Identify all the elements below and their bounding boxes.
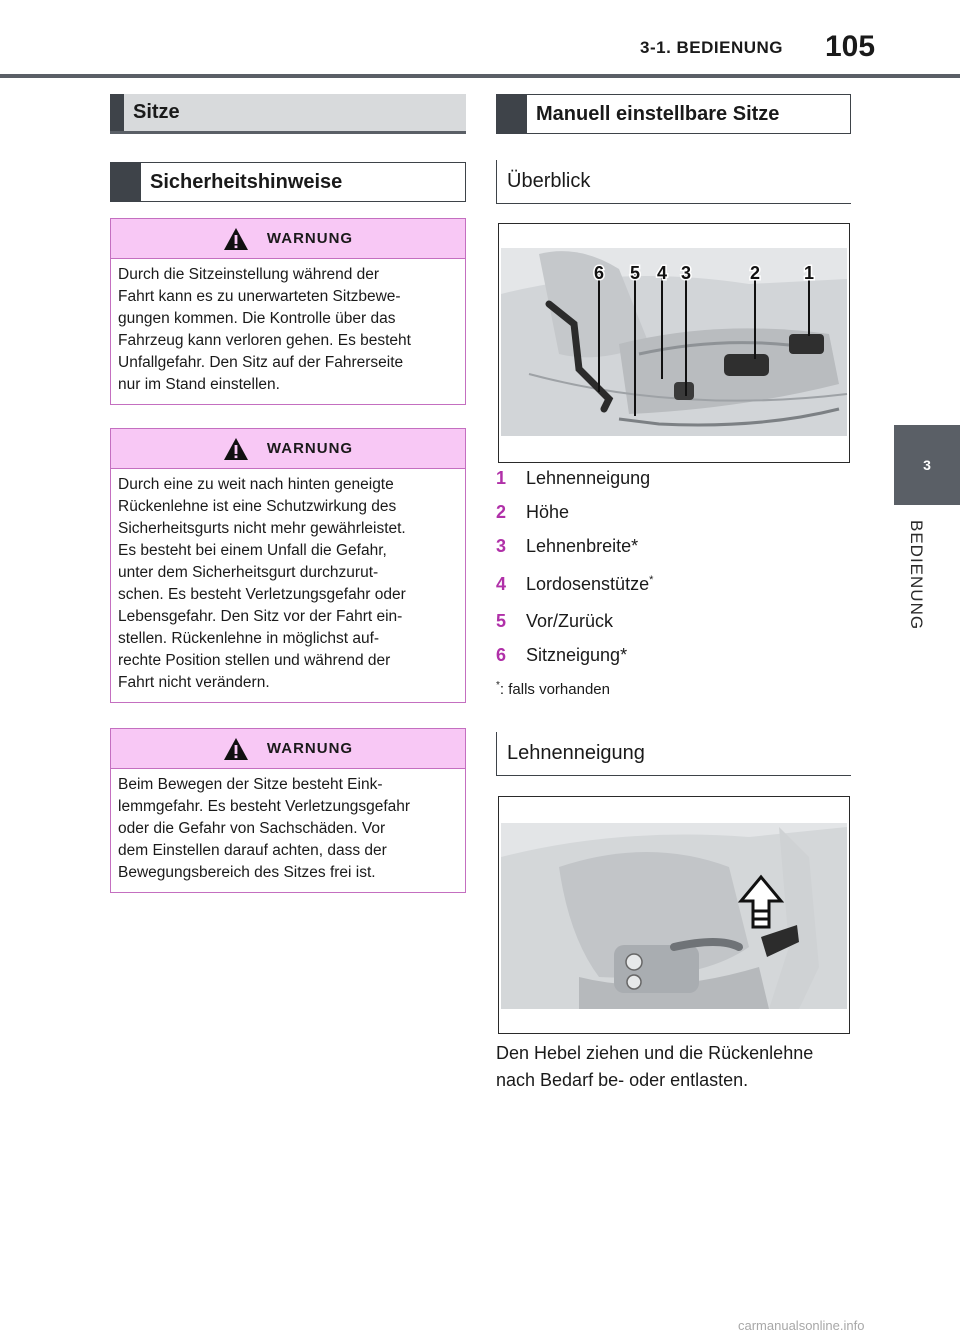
caption-line: nach Bedarf be- oder entlasten. <box>496 1070 749 1090</box>
figure-caption <box>496 1040 856 1094</box>
list-number: 4 <box>496 574 507 594</box>
warning-line: Sicherheitsgurts nicht mehr gewährleistet. <box>118 520 406 537</box>
warning-header <box>111 729 465 769</box>
subsection-title-sicherheit <box>110 162 466 202</box>
list-item <box>496 645 627 666</box>
callout-3: 3 <box>680 263 692 283</box>
warning-line: Es besteht bei einem Unfall die Gefahr, <box>118 542 387 559</box>
warning-label: WARNUNG <box>266 230 354 247</box>
footnote-mark: * <box>496 680 500 691</box>
list-number: 2 <box>496 502 507 522</box>
header-section-title: 3-1. BEDIENUNG <box>640 38 784 57</box>
warning-text <box>111 769 465 892</box>
warning-line: dem Einstellen darauf achten, dass der <box>118 842 387 859</box>
warning-triangle-icon <box>223 437 249 461</box>
warning-box-2 <box>110 428 466 703</box>
footnote <box>496 680 610 698</box>
warning-line: Bewegungsbereich des Sitzes frei ist. <box>118 864 376 881</box>
warning-line: Beim Bewegen der Sitze besteht Eink- <box>118 776 383 793</box>
warning-line: stellen. Rückenlehne in möglichst auf- <box>118 630 380 647</box>
warning-text <box>111 259 465 404</box>
backrest-lever-figure <box>498 796 850 1034</box>
warning-label: WARNUNG <box>266 740 354 757</box>
callout-4: 4 <box>656 263 668 283</box>
section-title-text: Manuell einstellbare Sitze <box>536 102 780 125</box>
list-item <box>496 536 638 557</box>
footnote-text: : falls vorhanden <box>499 681 610 698</box>
list-item <box>496 502 569 523</box>
warning-box-1 <box>110 218 466 405</box>
warning-header <box>111 429 465 469</box>
subsection-title-text: Sicherheitshinweise <box>150 170 343 193</box>
warning-line: Fahrt nicht verändern. <box>118 674 270 691</box>
warning-triangle-icon <box>223 227 249 251</box>
chapter-tab: 3 <box>894 425 960 505</box>
list-number: 3 <box>496 536 507 556</box>
section-title-manuell <box>496 94 851 134</box>
list-item <box>496 611 613 632</box>
section-bar <box>110 94 124 131</box>
warning-box-3 <box>110 728 466 893</box>
list-sup: * <box>649 574 654 586</box>
section-title-sitze <box>110 94 466 134</box>
warning-line: Fahrt kann es zu unerwarteten Sitzbewe- <box>118 288 401 305</box>
page-number: 105 <box>825 30 876 63</box>
list-number: 5 <box>496 611 507 631</box>
warning-line: Lebensgefahr. Den Sitz vor der Fahrt ein- <box>118 608 403 625</box>
list-item <box>496 574 653 595</box>
section-bar <box>497 95 527 133</box>
watermark: carmanualsonline.info <box>738 1318 865 1333</box>
callout-6: 6 <box>593 263 605 283</box>
list-number: 1 <box>496 468 507 488</box>
warning-line: rechte Position stellen und während der <box>118 652 391 669</box>
list-text: Lordosenstütze <box>526 574 650 594</box>
warning-line: nur im Stand einstellen. <box>118 376 280 393</box>
callout-1: 1 <box>803 263 815 283</box>
warning-line: Fahrzeug kann verloren gehen. Es besteht <box>118 332 411 349</box>
section-title-text: Sitze <box>133 101 180 123</box>
header-rule <box>0 74 960 78</box>
caption-line: Den Hebel ziehen und die Rückenlehne <box>496 1043 814 1063</box>
backrest-lever-illustration <box>499 797 849 1033</box>
list-text: Vor/Zurück <box>526 611 614 631</box>
callout-2: 2 <box>749 263 761 283</box>
warning-line: schen. Es besteht Verletzungsgefahr oder <box>118 586 406 603</box>
subsection-bar <box>111 163 141 201</box>
warning-text <box>111 469 465 702</box>
warning-triangle-icon <box>223 737 249 761</box>
warning-label: WARNUNG <box>266 440 354 457</box>
seat-illustration <box>499 224 849 462</box>
seat-controls-figure <box>498 223 850 463</box>
callout-5: 5 <box>629 263 641 283</box>
subheading-ueberblick: Überblick <box>496 160 851 204</box>
warning-line: Durch die Sitzeinstellung während der <box>118 266 380 283</box>
warning-line: oder die Gefahr von Sachschäden. Vor <box>118 820 386 837</box>
list-text: Lehnenbreite* <box>526 536 639 556</box>
warning-line: Unfallgefahr. Den Sitz auf der Fahrerseite <box>118 354 404 371</box>
warning-line: gungen kommen. Die Kontrolle über das <box>118 310 396 327</box>
list-text: Sitzneigung* <box>526 645 628 665</box>
warning-line: Rückenlehne ist eine Schutzwirkung des <box>118 498 397 515</box>
warning-line: Durch eine zu weit nach hinten geneigte <box>118 476 394 493</box>
list-number: 6 <box>496 645 507 665</box>
list-item <box>496 468 650 489</box>
chapter-tab-label: BEDIENUNG <box>907 520 926 631</box>
warning-line: unter dem Sicherheitsgurt durchzurut- <box>118 564 379 581</box>
list-text: Lehnenneigung <box>526 468 651 488</box>
subheading-lehnenneigung: Lehnenneigung <box>496 732 851 776</box>
warning-line: lemmgefahr. Es besteht Verletzungsgefahr <box>118 798 411 815</box>
list-text: Höhe <box>526 502 570 522</box>
warning-header <box>111 219 465 259</box>
